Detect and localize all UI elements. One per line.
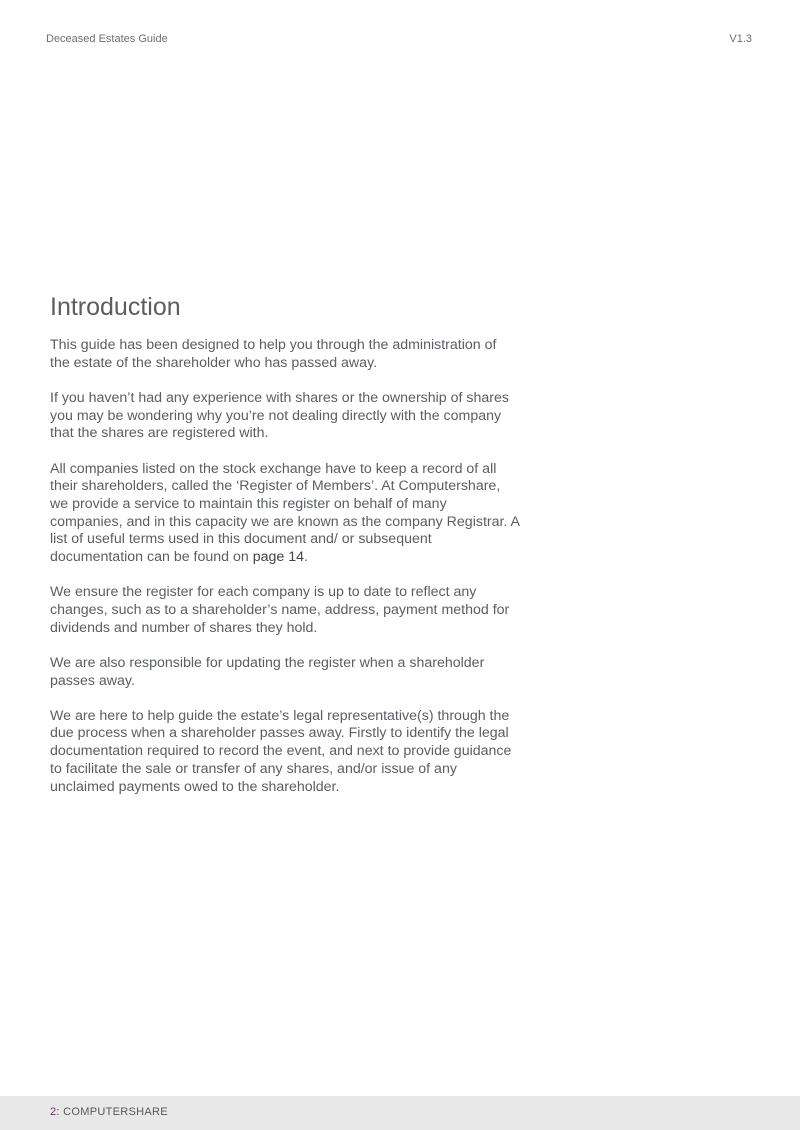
intro-body: [50, 337, 520, 814]
section-heading: Introduction: [50, 293, 181, 321]
page-reference-link[interactable]: page 14: [252, 549, 305, 566]
paragraph-3-text: All companies listed on the stock exchange have to keep a record of all their shareholders, called the ‘Register of Members’. At Computershare, we provide a service to maintain this register on behalf of many companies, and in this capacity we are known as the company Registrar. A list of useful terms used in this document and/ or subsequent documentation can be found on: [50, 460, 520, 566]
document-title: Deceased Estates Guide: [46, 33, 168, 45]
paragraph-4: We ensure the register for each company is up to date to reflect any changes, such as to a shareholder’s name, address, payment method for dividends and number of shares they hold.: [50, 584, 510, 636]
paragraph-3: [50, 461, 520, 567]
paragraph-1: This guide has been designed to help you through the administration of the estate of the shareholder who has passed away.: [50, 337, 497, 371]
page-number: 2:: [50, 1106, 60, 1118]
paragraph-5: We are also responsible for updating the register when a shareholder passes away.: [50, 654, 485, 689]
footer-label: [50, 1106, 168, 1118]
version-label: V1.3: [729, 33, 752, 45]
page-footer: [0, 1096, 800, 1130]
paragraph-6: We are here to help guide the estate’s legal representative(s) through the due process when a shareholder passes away. Firstly to identify the legal documentation required to record the event, and next to provide guidance to facilitate the sale or transfer of any shares, and/or issue of any unclaimed payments owed to the shareholder.: [50, 707, 512, 795]
footer-brand: COMPUTERSHARE: [59, 1106, 168, 1118]
paragraph-3-end: .: [304, 549, 308, 566]
paragraph-2: If you haven’t had any experience with shares or the ownership of shares you may be wondering why you’re not dealing directly with the company that the shares are registered with.: [50, 389, 509, 442]
